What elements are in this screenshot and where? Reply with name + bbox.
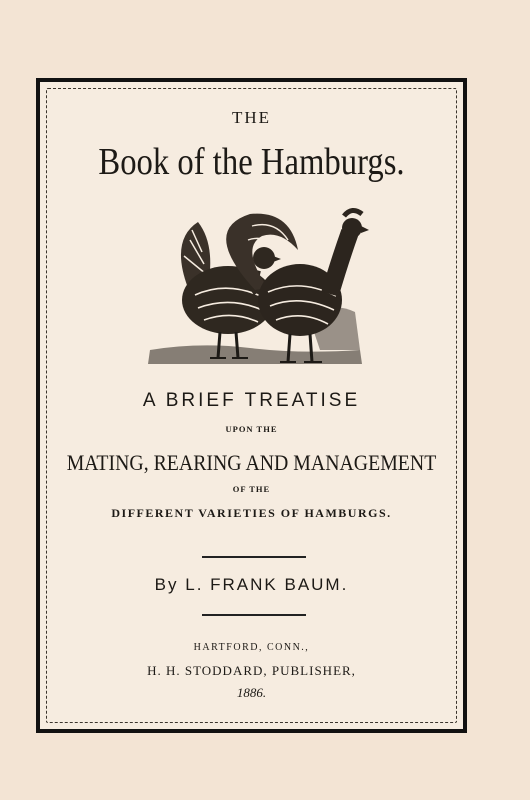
title-page-frame — [36, 78, 467, 733]
subtitle-upon-the: UPON THE — [225, 424, 278, 434]
publisher-city: HARTFORD, CONN., — [193, 642, 310, 653]
subtitle-mating-rearing: MATING, REARING AND MANAGEMENT — [66, 450, 437, 475]
publisher-name: H. H. STODDARD, PUBLISHER, — [147, 663, 356, 678]
divider-top — [202, 556, 306, 558]
divider-bottom — [202, 614, 306, 616]
subtitle-varieties: DIFFERENT VARIETIES OF HAMBURGS. — [111, 506, 392, 520]
two-roosters-icon — [140, 200, 370, 382]
publication-year: 1886. — [236, 685, 267, 700]
book-title: Book of the Hamburgs. — [98, 141, 405, 183]
subtitle-brief-treatise: A BRIEF TREATISE — [142, 390, 361, 411]
author-line: By L. FRANK BAUM. — [154, 575, 349, 594]
title-article: THE — [231, 108, 272, 127]
subtitle-of-the: OF THE — [232, 484, 271, 494]
